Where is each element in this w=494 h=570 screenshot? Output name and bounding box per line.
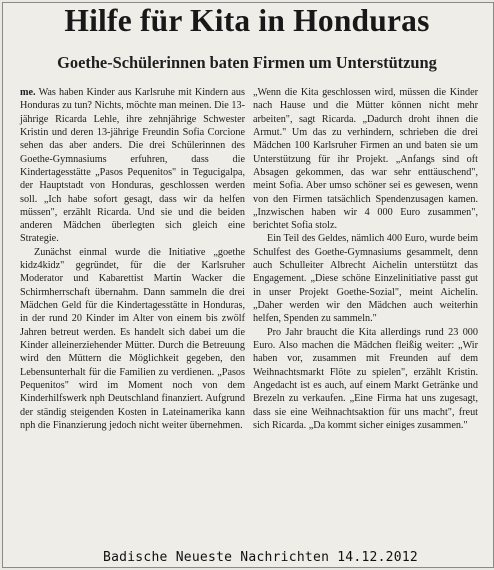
article-paragraph: „Wenn die Kita geschlossen wird, müssen die Kinder nach Hause und die Mütter können nicht mehr arbeiten", sagt Ricarda. „Dadurch droht ihnen die Armut." Um das zu verhindern, schrieben die drei Mädchen 100 Karlsruher Firmen an und baten sie um Unterstützung für ihr Projekt. „Anfangs sind oft Absagen gekommen, das war sehr enttäuschend", meint Sofia. Aber umso schöner sei es gewesen, wenn von den Firmen tatsächlich Spendenzusagen kamen. „Inzwischen haben wir 4 000 Euro zusammen", berichtet Sofia stolz.	[253, 87, 478, 232]
article-paragraph: Pro Jahr braucht die Kita allerdings rund 23 000 Euro. Also machen die Mädchen fleißig weiter: „Wir haben vor, zusammen mit Freunden auf dem Weihnachtsmarkt Flöte zu spielen", erzählt Kristin. Angedacht ist es auch, auf einem Markt Getränke und Brezeln zu verkaufen. „Eine Firma hat uns zugesagt, dass sie eine Weihnachtsaktion für uns macht", freut sich Ricarda. „Da kommt sicher einiges zusammen."	[253, 326, 478, 431]
article-column-right	[253, 86, 478, 432]
article-column-left	[20, 86, 245, 432]
headline: Hilfe für Kita in Honduras	[64, 3, 430, 38]
source-caption: Badische Neueste Nachrichten 14.12.2012	[103, 550, 418, 565]
article-paragraph	[20, 86, 245, 246]
subheadline: Goethe-Schülerinnen baten Firmen um Unterstützung	[57, 53, 437, 72]
paragraph-text: Was haben Kinder aus Karlsruhe mit Kindern aus Honduras zu tun? Nichts, möchte man meinen. Die 13-jährige Ricarda Lehle, ihre zehnjährige Schwester Kristin und deren 13-jährige Freundin Sofia Corcione sehen das aber anders. Die drei Schülerinnen des Goethe-Gymnasiums erfuhren, dass die Kindertagesstätte „Pasos Pequenitos" in Tegucigalpa, der Hauptstadt von Honduras, geschlossen werden soll. „Ich habe sofort gesagt, dass wir da helfen müssen", erzählt Ricarda. Und sie und die beiden anderen Mädchen überlegten sich gleich eine Strategie.	[20, 87, 245, 245]
article-paragraph: Ein Teil des Geldes, nämlich 400 Euro, wurde beim Schulfest des Goethe-Gymnasiums gesammelt, denn auch Schulleiter Albrecht Aichelin unterstützt das Engagement. „Diese schöne Einzelinitiative passt gut in unser Projekt Goethe-Sozial", meint Aichelin. „Daher werden wir den Mädchen auch weiterhin helfen, Spenden zu sammeln."	[253, 233, 478, 325]
article-paragraph: Zunächst einmal wurde die Initiative „goethe kidz4kidz" gegründet, für die der Karlsruher Moderator und Kabarettist Martin Wacker die Schirmherrschaft übernahm. Dann sammeln die drei Mädchen Geld für die Kindertagesstätte in Honduras, in der rund 20 Kinder im Alter von einem bis zwölf Jahren betreut werden. Es handelt sich dabei um die Kinder alleinerziehender Mütter. Durch die Betreuung wird den Müttern die Möglichkeit gegeben, den Lebensunterhalt für die Familien zu verdienen. „Pasos Pequenitos" wird im Moment noch von dem Kinderhilfswerk nph Deutschland finanziert. Aufgrund der ständig steigenden Kosten in Lateinamerika kann nph die Finanzierung jedoch nicht weiter übernehmen.	[20, 246, 245, 431]
dateline: me.	[20, 87, 36, 98]
